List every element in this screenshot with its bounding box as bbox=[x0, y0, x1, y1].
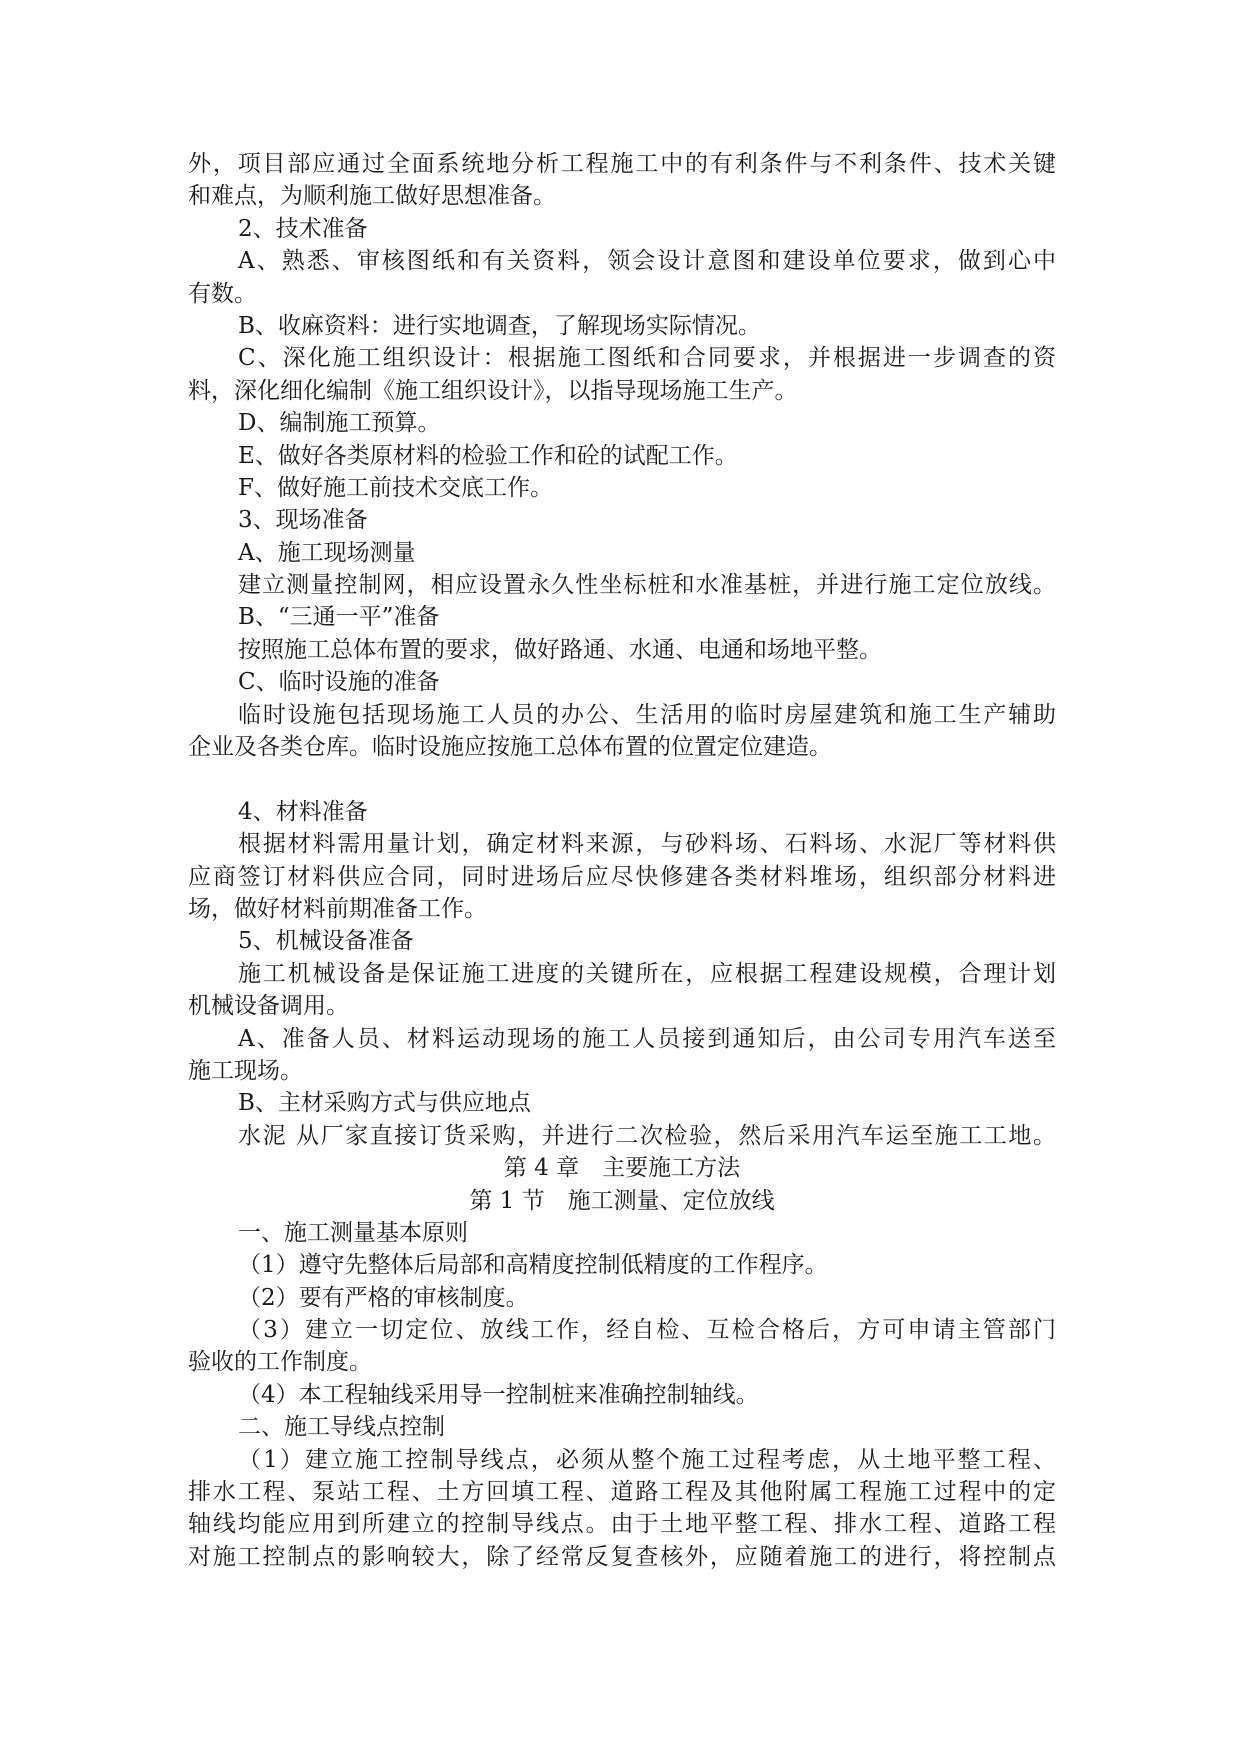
paragraph-line: 建立测量控制网，相应设置永久性坐标桩和水准基桩，并进行施工定位放线。 bbox=[238, 572, 1056, 599]
paragraph-line: 临时设施包括现场施工人员的办公、生活用的临时房屋建筑和施工生产辅助 bbox=[238, 701, 1056, 728]
paragraph-line: （1）建立施工控制导线点，必须从整个施工过程考虑，从土地平整工程、 bbox=[238, 1446, 1056, 1473]
section-heading: 3、现场准备 bbox=[238, 507, 368, 534]
section-heading: 4、材料准备 bbox=[238, 798, 368, 825]
paragraph-line: （1）遵守先整体后局部和高精度控制低精度的工作程序。 bbox=[238, 1252, 828, 1279]
section-title: 第 1 节 施工测量、定位放线 bbox=[469, 1187, 775, 1214]
paragraph-line: （2）要有严格的审核制度。 bbox=[238, 1284, 529, 1311]
paragraph-line: 施工现场。 bbox=[188, 1057, 303, 1084]
paragraph-line: 外，项目部应通过全面系统地分析工程施工中的有利条件与不利条件、技术关键 bbox=[188, 151, 1056, 177]
section-heading: 一、施工测量基本原则 bbox=[238, 1219, 468, 1246]
chapter-title: 第 4 章 主要施工方法 bbox=[503, 1155, 741, 1182]
section-heading: 二、施工导线点控制 bbox=[238, 1414, 445, 1441]
paragraph-line: 排水工程、泵站工程、土方回填工程、道路工程及其他附属工程施工过程中的定 bbox=[188, 1479, 1056, 1506]
paragraph-line: F、做好施工前技术交底工作。 bbox=[238, 474, 553, 501]
blank-line bbox=[188, 763, 1056, 795]
paragraph-line: 料，深化细化编制《施工组织设计》，以指导现场施工生产。 bbox=[188, 377, 798, 404]
paragraph-line: 有数。 bbox=[188, 280, 257, 307]
paragraph-line: 机械设备调用。 bbox=[188, 993, 349, 1020]
paragraph-line: 应商签订材料供应合同，同时进场后应尽快修建各类材料堆场，组织部分材料进 bbox=[188, 863, 1056, 890]
paragraph-line: E、做好各类原材料的检验工作和砼的试配工作。 bbox=[238, 442, 738, 469]
paragraph-line: 根据材料需用量计划，确定材料来源，与砂料场、石料场、水泥厂等材料供 bbox=[238, 831, 1056, 858]
document-body bbox=[188, 148, 1056, 1573]
subsection-heading: A、施工现场测量 bbox=[238, 539, 416, 566]
subsection-heading: B、主材采购方式与供应地点 bbox=[238, 1090, 531, 1117]
section-heading: 2、技术准备 bbox=[238, 215, 368, 242]
paragraph-line: 施工机械设备是保证施工进度的关键所在，应根据工程建设规模，合理计划 bbox=[238, 960, 1056, 987]
section-heading: 5、机械设备准备 bbox=[238, 928, 414, 955]
paragraph-line: 对施工控制点的影响较大，除了经常反复查核外，应随着施工的进行，将控制点 bbox=[188, 1543, 1056, 1570]
paragraph-line: 企业及各类仓库。临时设施应按施工总体布置的位置定位建造。 bbox=[188, 734, 832, 761]
paragraph-line: 轴线均能应用到所建立的控制导线点。由于土地平整工程、排水工程、道路工程 bbox=[188, 1511, 1056, 1538]
paragraph-line: D、编制施工预算。 bbox=[238, 410, 441, 437]
paragraph-line: （3）建立一切定位、放线工作，经自检、互检合格后，方可申请主管部门 bbox=[238, 1317, 1056, 1344]
paragraph-line: 和难点，为顺利施工做好思想准备。 bbox=[188, 183, 556, 210]
paragraph-line: 水泥 从厂家直接订货采购，并进行二次检验，然后采用汽车运至施工工地。 bbox=[238, 1122, 1056, 1149]
subsection-heading: C、临时设施的准备 bbox=[238, 669, 440, 696]
paragraph-line: 验收的工作制度。 bbox=[188, 1349, 372, 1376]
subsection-heading: B、“三通一平”准备 bbox=[238, 604, 440, 631]
paragraph-line: A、熟悉、审核图纸和有关资料，领会设计意图和建设单位要求，做到心中 bbox=[238, 248, 1056, 275]
paragraph-line: （4）本工程轴线采用导一控制桩来准确控制轴线。 bbox=[238, 1381, 759, 1408]
paragraph-line: B、收麻资料：进行实地调查，了解现场实际情况。 bbox=[238, 312, 761, 339]
paragraph-line: 场，做好材料前期准备工作。 bbox=[188, 895, 487, 922]
paragraph-line: A、准备人员、材料运动现场的施工人员接到通知后，由公司专用汽车送至 bbox=[238, 1025, 1056, 1052]
paragraph-line: C、深化施工组织设计：根据施工图纸和合同要求，并根据进一步调查的资 bbox=[238, 345, 1056, 372]
paragraph-line: 按照施工总体布置的要求，做好路通、水通、电通和场地平整。 bbox=[238, 636, 882, 663]
